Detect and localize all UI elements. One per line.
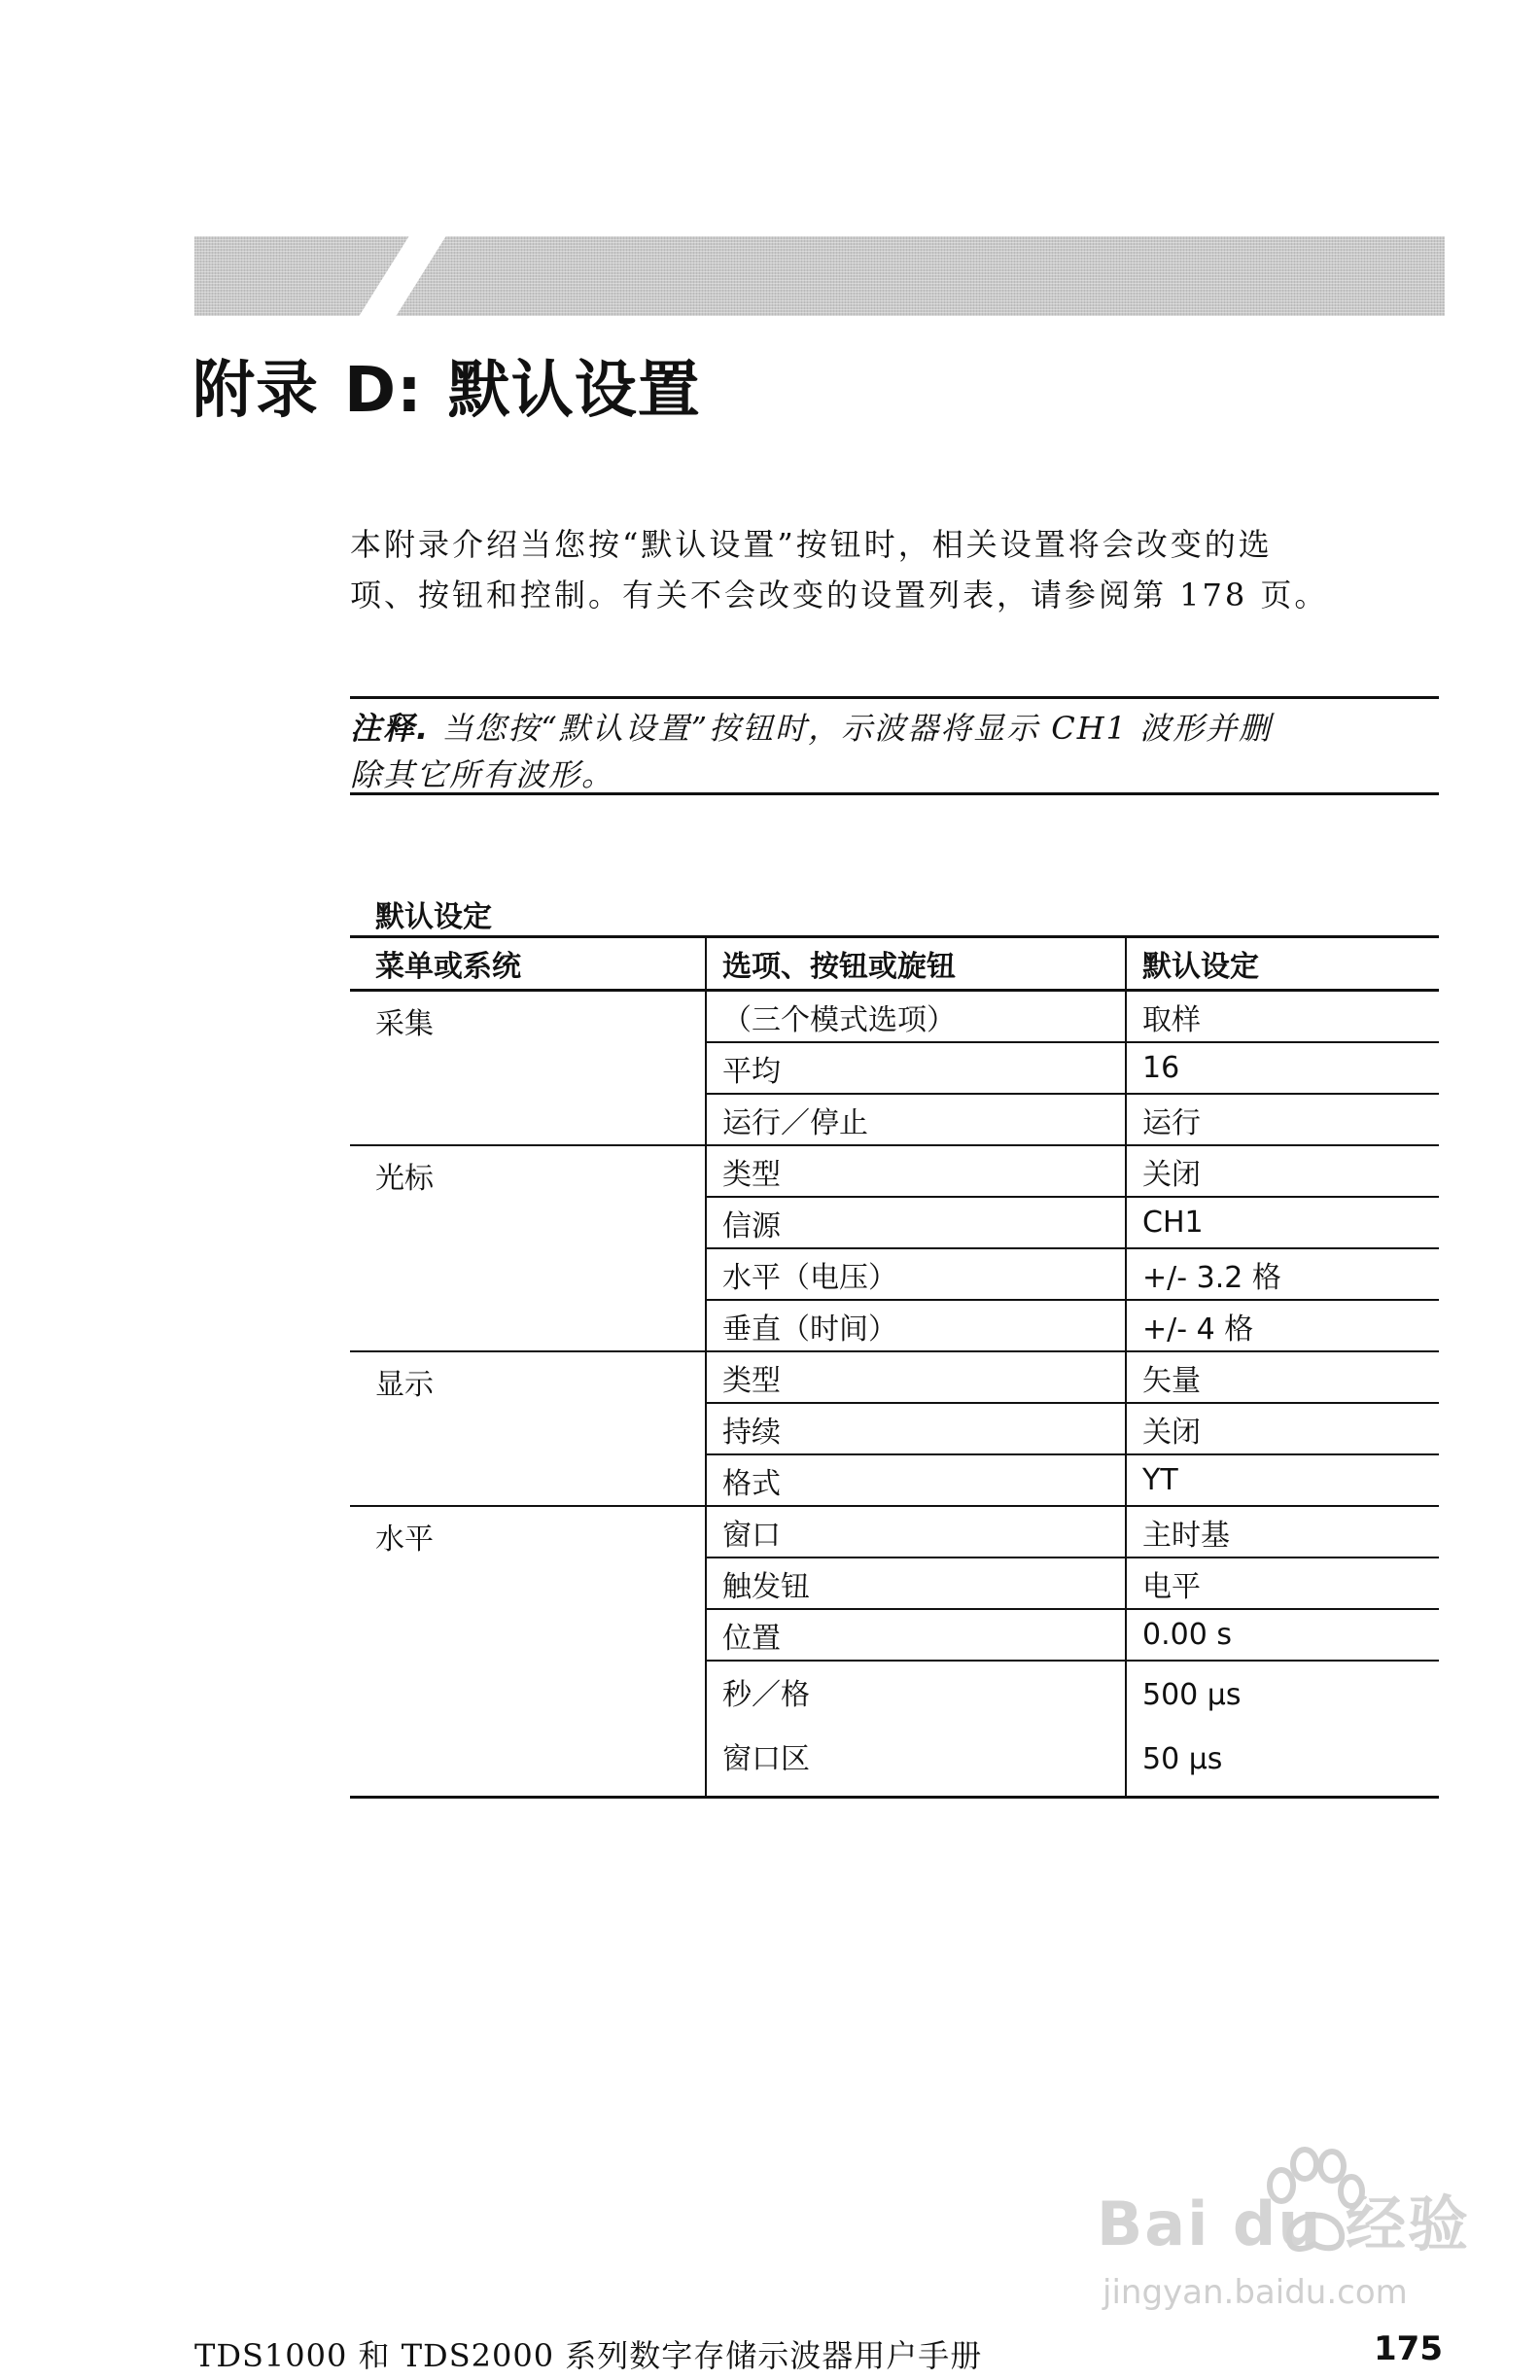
option-cell: 窗口 — [706, 1506, 1126, 1558]
option-cell: （三个模式选项） — [706, 991, 1126, 1043]
default-cell: 取样 — [1126, 991, 1439, 1043]
default-line: 50 µs — [1142, 1742, 1223, 1776]
default-cell: +/- 3.2 格 — [1126, 1248, 1439, 1300]
table-header-row — [350, 937, 1439, 991]
option-line: 窗口区 — [722, 1742, 810, 1776]
option-cell: 垂直（时间） — [706, 1300, 1126, 1351]
default-cell: 0.00 s — [1126, 1609, 1439, 1661]
option-cell: 类型 — [706, 1351, 1126, 1403]
option-cell: 运行／停止 — [706, 1094, 1126, 1145]
note-line: 除其它所有波形。 — [350, 756, 615, 793]
watermark-brand: Bai du 经验 — [1097, 2188, 1471, 2259]
menu-cell: 采集 — [350, 991, 706, 1146]
option-cell: 信源 — [706, 1197, 1126, 1248]
page-footer — [194, 2331, 1443, 2376]
watermark-url: jingyan.baidu.com — [1102, 2273, 1408, 2312]
column-header: 默认设定 — [1126, 937, 1439, 991]
chapter-prefix: 附录 — [192, 355, 319, 427]
manual-title: TDS1000 和 TDS2000 系列数字存储示波器用户手册 — [194, 2337, 983, 2374]
menu-cell: 水平 — [350, 1506, 706, 1798]
default-cell: 运行 — [1126, 1094, 1439, 1145]
intro-paragraph — [350, 519, 1435, 620]
baidu-jingyan-watermark — [1097, 2147, 1471, 2331]
chapter-letter: D: — [344, 355, 423, 427]
option-line: 秒／格 — [722, 1678, 810, 1712]
paw-icon — [1260, 2147, 1367, 2263]
default-cell: 关闭 — [1126, 1403, 1439, 1454]
default-cell: 关闭 — [1126, 1145, 1439, 1197]
default-cell: YT — [1126, 1454, 1439, 1506]
default-cell: 16 — [1126, 1042, 1439, 1094]
chapter-title — [192, 340, 701, 430]
menu-cell: 光标 — [350, 1145, 706, 1351]
default-cell: 主时基 — [1126, 1506, 1439, 1558]
intro-line: 本附录介绍当您按“默认设置”按钮时，相关设置将会改变的选 — [350, 526, 1273, 563]
chapter-name: 默认设置 — [447, 355, 701, 427]
table-caption: 默认设定 — [375, 900, 492, 934]
menu-cell: 显示 — [350, 1351, 706, 1506]
default-line: 500 µs — [1142, 1678, 1242, 1712]
table-row — [350, 991, 1439, 1043]
option-cell: 水平（电压） — [706, 1248, 1126, 1300]
column-header: 选项、按钮或旋钮 — [706, 937, 1126, 991]
option-cell: 触发钮 — [706, 1558, 1126, 1609]
option-cell: 位置 — [706, 1609, 1126, 1661]
chapter-header-band — [194, 236, 1445, 316]
note-line — [350, 705, 1439, 752]
option-cell: 格式 — [706, 1454, 1126, 1506]
option-cell: 类型 — [706, 1145, 1126, 1197]
default-cell: +/- 4 格 — [1126, 1300, 1439, 1351]
option-cell: 平均 — [706, 1042, 1126, 1094]
intro-line: 项、按钮和控制。有关不会改变的设置列表，请参阅第 178 页。 — [350, 577, 1329, 613]
column-header: 菜单或系统 — [350, 937, 706, 991]
default-cell — [1126, 1661, 1439, 1798]
table-row — [350, 1506, 1439, 1558]
table-row — [350, 1145, 1439, 1197]
header-band-slash — [358, 234, 447, 318]
default-cell: 电平 — [1126, 1558, 1439, 1609]
note-text: 当您按“默认设置”按钮时，示波器将显示 CH1 波形并删 — [430, 710, 1273, 747]
default-cell: 矢量 — [1126, 1351, 1439, 1403]
table-row — [350, 1351, 1439, 1403]
note-label: 注释. — [350, 710, 431, 747]
note-box — [350, 696, 1439, 795]
default-settings-table — [350, 935, 1439, 1799]
page-number: 175 — [1374, 2329, 1443, 2368]
option-cell: 持续 — [706, 1403, 1126, 1454]
default-cell: CH1 — [1126, 1197, 1439, 1248]
option-cell — [706, 1661, 1126, 1798]
